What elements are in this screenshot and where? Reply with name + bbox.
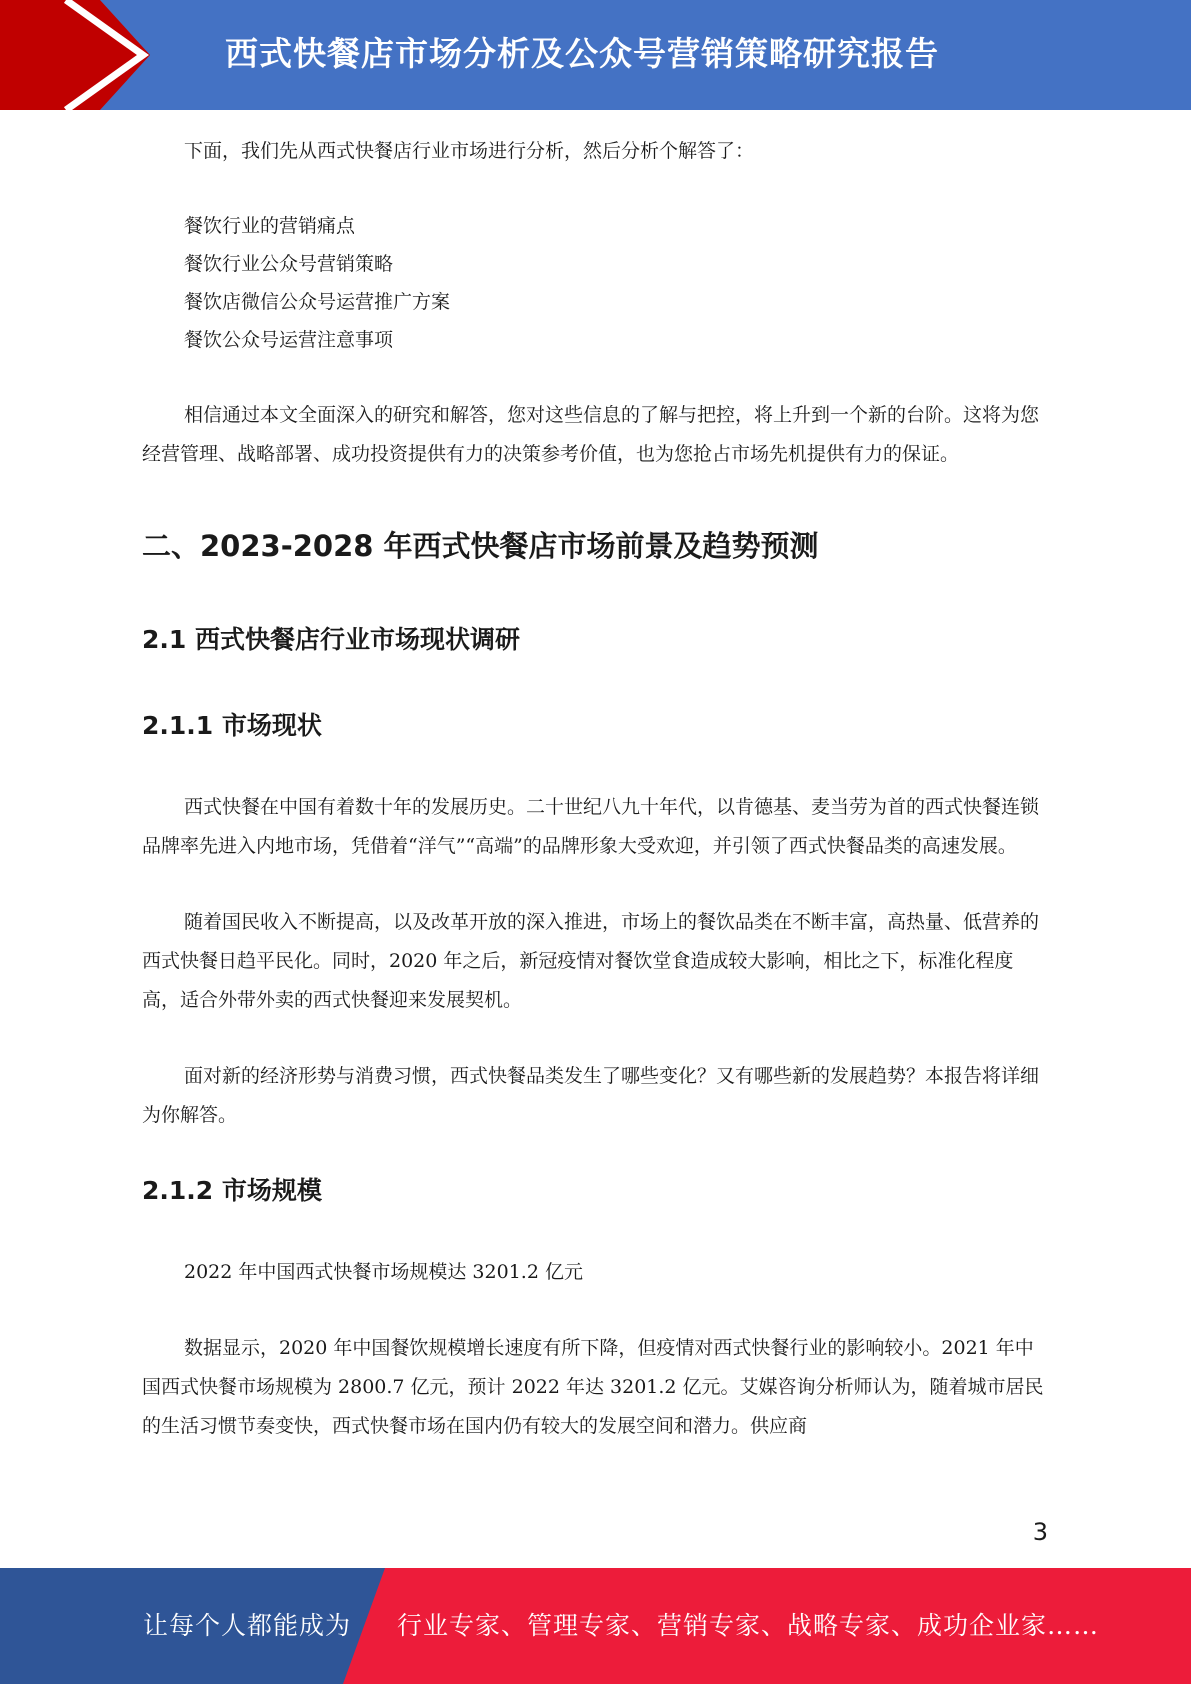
list-item: 餐饮行业公众号营销策略 [184,253,394,275]
section-heading: 二、2023-2028 年西式快餐店市场前景及趋势预测 [142,529,819,563]
footer-slogan-left: 让每个人都能成为 [143,1611,352,1640]
footer-slogan-right: 行业专家、管理专家、营销专家、战略专家、成功企业家…… [397,1611,1100,1640]
page-number: 3 [1032,1518,1048,1546]
market-scale-headline: 2022 年中国西式快餐市场规模达 3201.2 亿元 [184,1261,583,1283]
intro-lead: 下面，我们先从西式快餐店行业市场进行分析，然后分析个解答了： [184,140,755,162]
header-banner [0,0,1191,110]
list-item: 餐饮公众号运营注意事项 [184,329,394,351]
intro-closing: 相信通过本文全面深入的研究和解答，您对这些信息的了解与把控，将上升到一个新的台阶。这将为您经营管理、战略部署、成功投资提供有力的决策参考价值，也为您抢占市场先机提供有力的保证。 [142,404,1040,465]
footer-banner [0,1568,1191,1684]
report-title: 西式快餐店市场分析及公众号营销策略研究报告 [225,34,939,73]
market-scale-paragraph: 数据显示，2020 年中国餐饮规模增长速度有所下降，但疫情对西式快餐行业的影响较小。2021 年中国西式快餐市场规模为 2800.7 亿元，预计 2022 年达 3201.2 亿元。艾媒咨询分析师认为，随着城市居民的生活习惯节奏变快，西式快餐市场在国内仍有较大的发展空间和潜力。供应商 [142,1337,1044,1437]
market-status-paragraph: 西式快餐在中国有着数十年的发展历史。二十世纪八九十年代，以肯德基、麦当劳为首的西式快餐连锁品牌率先进入内地市场，凭借着“洋气”“高端”的品牌形象大受欢迎，并引领了西式快餐品类的高速发展。 [142,796,1040,857]
market-status-paragraph: 面对新的经济形势与消费习惯，西式快餐品类发生了哪些变化？又有哪些新的发展趋势？本报告将详细为你解答。 [142,1065,1040,1126]
list-item: 餐饮行业的营销痛点 [184,215,356,237]
page-content [142,132,1047,1446]
subsection-heading: 2.1 西式快餐店行业市场现状调研 [142,625,520,654]
list-item: 餐饮店微信公众号运营推广方案 [184,291,451,313]
market-status-paragraph: 随着国民收入不断提高，以及改革开放的深入推进，市场上的餐饮品类在不断丰富，高热量、低营养的西式快餐日趋平民化。同时，2020 年之后，新冠疫情对餐饮堂食造成较大影响，相比之下，标准化程度高，适合外带外卖的西式快餐迎来发展契机。 [142,911,1040,1011]
market-scale-heading: 2.1.2 市场规模 [142,1176,322,1205]
intro-list [142,207,1047,359]
market-status-heading: 2.1.1 市场现状 [142,711,322,740]
